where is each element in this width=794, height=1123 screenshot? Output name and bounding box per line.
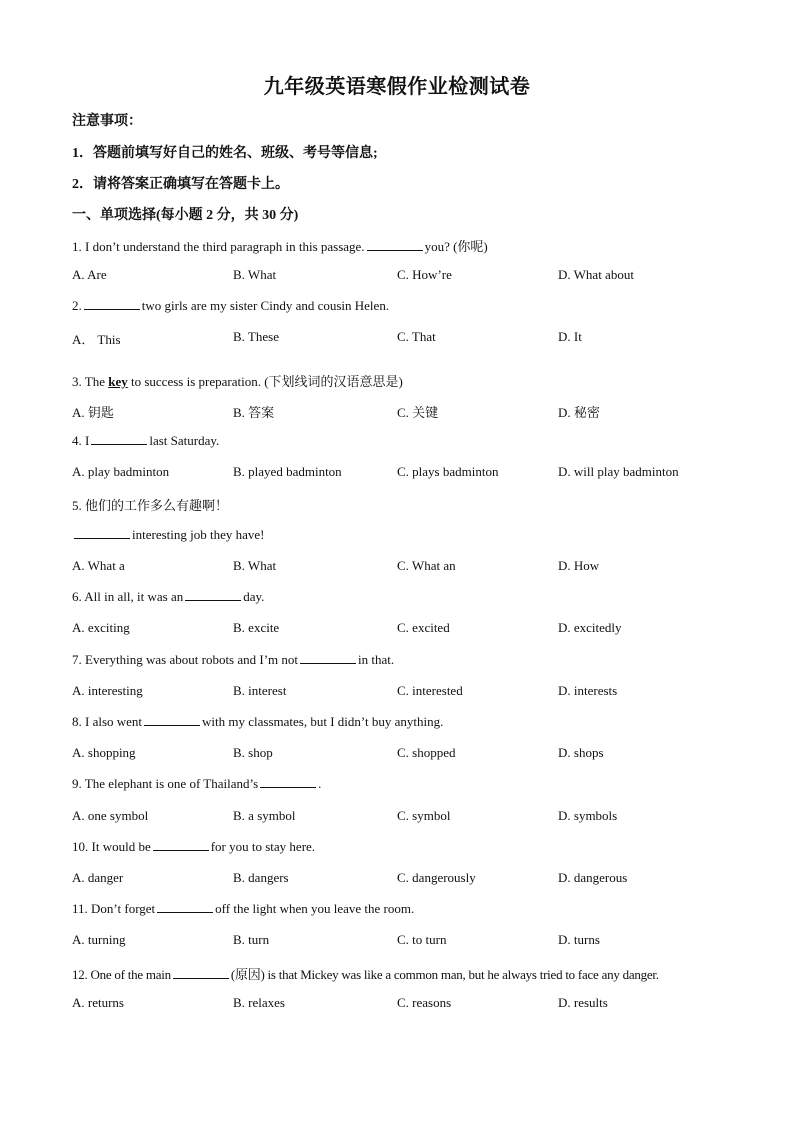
option-c: C. excited [397, 620, 450, 635]
option-b: B. shop [233, 745, 273, 760]
options-10 [72, 870, 772, 888]
option-d: D. excitedly [558, 620, 622, 635]
options-9 [72, 808, 772, 826]
options-1 [72, 267, 772, 285]
notice-heading: 注意事项： [72, 114, 142, 129]
option-c: C. That [397, 329, 436, 344]
question-5: 5. 他们的工作多么有趣啊！ [72, 498, 229, 513]
answer-blank [185, 589, 241, 601]
question-11: 11. Don’t forget off the light when you leave the room. [72, 901, 415, 916]
option-c: C. interested [397, 683, 463, 698]
options-8 [72, 745, 772, 763]
option-a: A． This [72, 332, 121, 347]
option-a: A. What a [72, 558, 125, 573]
options-7 [72, 683, 772, 701]
answer-blank [260, 776, 316, 788]
option-d: D. dangerous [558, 870, 628, 885]
option-b: B. played badminton [233, 464, 342, 479]
option-a: A. turning [72, 932, 126, 947]
option-d: D. 秘密 [558, 405, 600, 420]
answer-blank [144, 714, 200, 726]
option-b: B. relaxes [233, 995, 285, 1010]
option-d: D. symbols [558, 808, 618, 823]
question-2: 2. two girls are my sister Cindy and cousin Helen. [72, 298, 390, 313]
question-6: 6. All in all, it was an day. [72, 589, 265, 604]
option-a: A. Are [72, 267, 107, 282]
question-10: 10. It would be for you to stay here. [72, 839, 316, 854]
options-6 [72, 620, 772, 638]
question-5-sentence: interesting job they have! [72, 527, 752, 543]
option-d: D. turns [558, 932, 600, 947]
answer-blank [91, 433, 147, 445]
option-d: D. How [558, 558, 600, 573]
option-a: A. interesting [72, 683, 143, 698]
answer-blank [367, 239, 423, 251]
option-d: D. It [558, 329, 582, 344]
option-c: C. reasons [397, 995, 452, 1010]
option-b: B. dangers [233, 870, 289, 885]
option-b: B. excite [233, 620, 280, 635]
answer-blank [153, 839, 209, 851]
option-b: B. These [233, 329, 279, 344]
answer-blank [300, 652, 356, 664]
question-8: 8. I also went with my classmates, but I didn’t buy anything. [72, 714, 444, 729]
option-c: C. to turn [397, 932, 447, 947]
option-a: A. returns [72, 995, 124, 1010]
option-c: C. 关键 [397, 405, 439, 420]
section-heading: 一、单项选择(每小题 2 分，共 30 分) [72, 208, 299, 223]
option-c: C. What an [397, 558, 456, 573]
option-c: C. dangerously [397, 870, 476, 885]
option-d: D. will play badminton [558, 464, 679, 479]
question-4: 4. I last Saturday. [72, 433, 220, 448]
option-d: D. results [558, 995, 608, 1010]
keyword-underlined: key [108, 374, 128, 389]
options-2 [72, 329, 772, 347]
page-title: 九年级英语寒假作业检测试卷 [263, 74, 531, 98]
answer-blank [173, 967, 229, 979]
option-b: B. What [233, 267, 277, 282]
question-3: 3. The key to success is preparation. (下划线词的汉语意思是) [72, 374, 403, 389]
notice-item-1: 1．答题前填写好自己的姓名、班级、考号等信息; [72, 146, 378, 161]
question-1: 1. I don’t understand the third paragraph in this passage. you? (你呢) [72, 239, 488, 254]
answer-blank [157, 901, 213, 913]
option-b: B. 答案 [233, 405, 275, 420]
options-12 [72, 995, 772, 1013]
question-7: 7. Everything was about robots and I’m not in that. [72, 652, 395, 667]
notice-item-2: 2．请将答案正确填写在答题卡上。 [72, 177, 289, 192]
option-c: C. shopped [397, 745, 456, 760]
question-9: 9. The elephant is one of Thailand’s . [72, 776, 322, 791]
option-c: C. How’re [397, 267, 452, 282]
option-b: B. a symbol [233, 808, 296, 823]
options-3 [72, 402, 772, 420]
option-b: B. What [233, 558, 277, 573]
option-d: D. shops [558, 745, 604, 760]
option-a: A. 钥匙 [72, 405, 114, 420]
option-c: C. plays badminton [397, 464, 499, 479]
answer-blank [84, 298, 140, 310]
options-4 [72, 464, 772, 482]
option-d: D. interests [558, 683, 618, 698]
option-d: D. What about [558, 267, 634, 282]
option-b: B. turn [233, 932, 270, 947]
option-b: B. interest [233, 683, 287, 698]
option-a: A. play badminton [72, 464, 170, 479]
option-a: A. one symbol [72, 808, 149, 823]
question-12: 12. One of the main (原因) is that Mickey was like a common man, but he always tried to face any danger. [72, 967, 659, 982]
option-a: A. shopping [72, 745, 136, 760]
options-11 [72, 932, 772, 950]
answer-blank [74, 527, 130, 539]
option-a: A. danger [72, 870, 124, 885]
options-5 [72, 558, 772, 576]
option-c: C. symbol [397, 808, 451, 823]
option-a: A. exciting [72, 620, 130, 635]
